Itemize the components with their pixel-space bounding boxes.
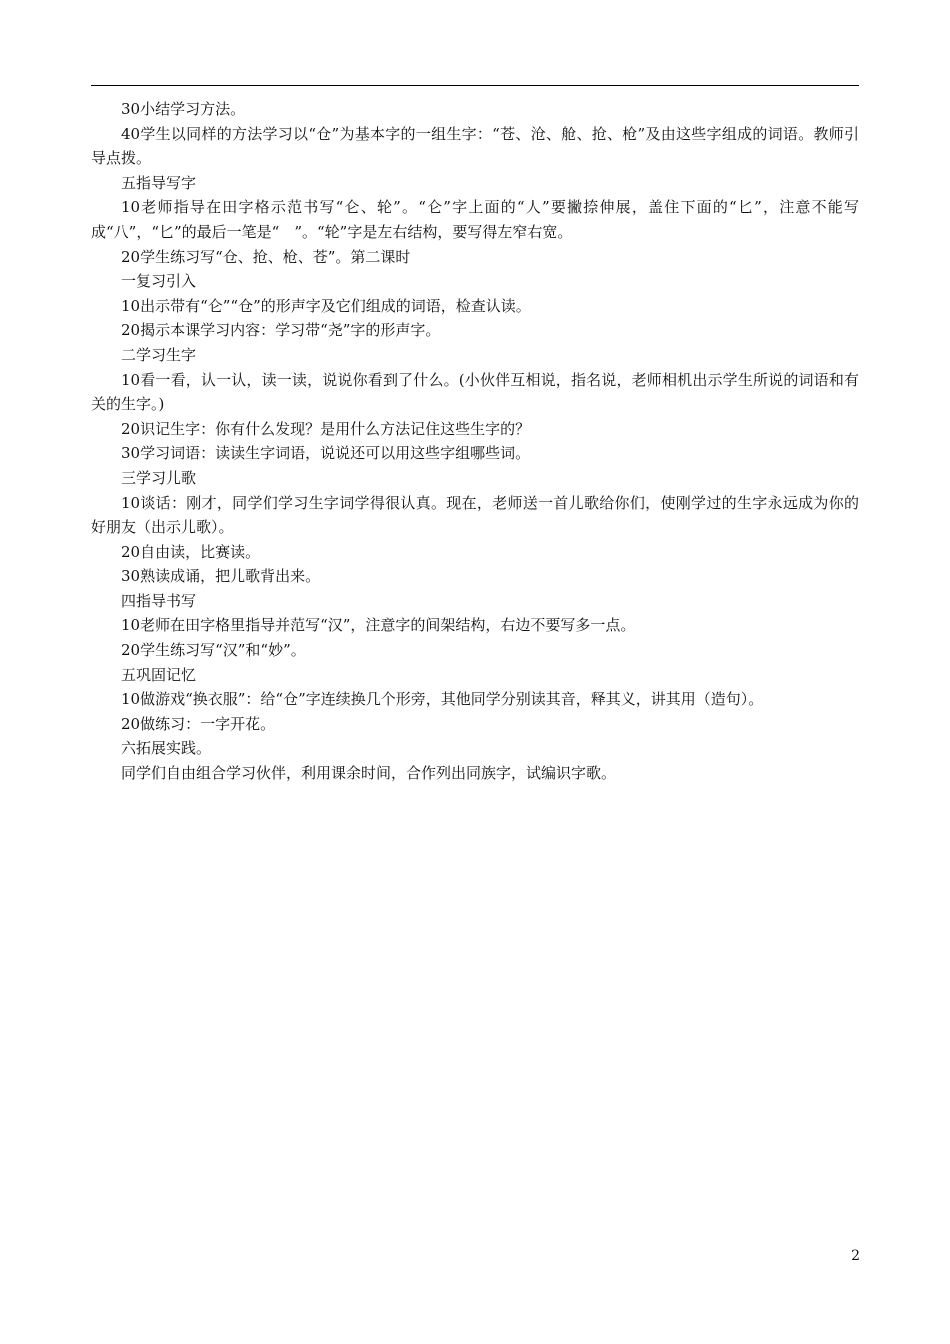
section-heading: 五巩固记忆	[121, 665, 197, 684]
paragraph: 20做练习：一字开花。	[121, 714, 276, 733]
paragraph: 30熟读成诵，把儿歌背出来。	[121, 567, 321, 586]
section-heading: 一复习引入	[121, 272, 197, 291]
paragraph: 30学习词语：读读生字词语，说说还可以用这些字组哪些词。	[121, 444, 531, 463]
section-heading: 四指导书写	[121, 591, 197, 610]
paragraph: 20识记生字：你有什么发现？是用什么方法记住这些生字的？	[121, 419, 531, 438]
section-heading: 六拓展实践。	[121, 739, 212, 758]
paragraph: 10看一看，认一认，读一读，说说你看到了什么。(小伙伴互相说，指名说，老师相机出示学生所说的词语和有关的生字。)	[91, 370, 859, 414]
page-number: 2	[851, 1248, 860, 1264]
document-body	[91, 97, 859, 786]
paragraph: 同学们自由组合学习伙伴，利用课余时间，合作列出同族字，试编识字歌。	[121, 764, 617, 783]
paragraph: 30小结学习方法。	[121, 100, 246, 118]
section-heading: 三学习儿歌	[121, 468, 197, 487]
paragraph: 10谈话：刚才，同学们学习生字词学得很认真。现在，老师送一首儿歌给你们，使刚学过的生字永远成为你的好朋友（出示儿歌）。	[91, 493, 859, 537]
section-heading: 五指导写字	[121, 173, 197, 192]
paragraph: 10出示带有“仑”“仓”的形声字及它们组成的词语，检查认读。	[121, 296, 531, 315]
paragraph: 20学生练习写“汉”和“妙”。	[121, 641, 306, 660]
paragraph: 10老师在田字格里指导并范写“汉”，注意字的间架结构，右边不要写多一点。	[121, 616, 636, 635]
paragraph: 20揭示本课学习内容：学习带“尧”字的形声字。	[121, 321, 441, 340]
header-rule	[91, 85, 859, 86]
paragraph: 10老师指导在田字格示范书写“仑、轮”。“仑”字上面的“人”要撇捺伸展，盖住下面的“匕”，注意不能写成“八”，“匕”的最后一笔是“ ”。“轮”字是左右结构，要写得左窄右宽。	[91, 198, 859, 241]
paragraph: 20自由读，比赛读。	[121, 542, 261, 561]
paragraph: 20学生练习写“仓、抢、枪、苍”。第二课时	[121, 247, 411, 266]
paragraph: 40学生以同样的方法学习以“仓”为基本字的一组生字：“苍、沧、舱、抢、枪”及由这些字组成的词语。教师引导点拨。	[91, 124, 859, 168]
paragraph: 10做游戏“换衣服”：给“仓”字连续换几个形旁，其他同学分别读其音，释其义，讲其用（造句）。	[121, 690, 764, 709]
section-heading: 二学习生字	[121, 345, 197, 364]
